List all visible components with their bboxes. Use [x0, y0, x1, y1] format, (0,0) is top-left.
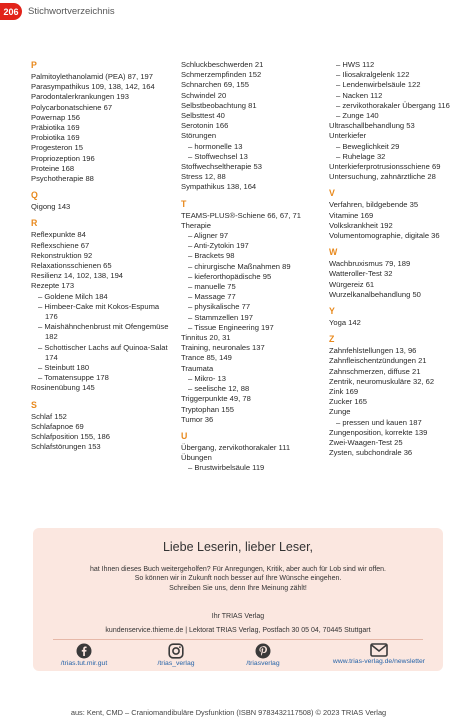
index-subentry: – Massage 77	[188, 292, 236, 302]
index-columns	[31, 60, 457, 473]
index-letter-heading: V	[329, 188, 335, 199]
index-entry: Ultraschallbehandlung 53	[329, 121, 415, 131]
index-column-3	[329, 60, 457, 459]
feedback-line: hat Ihnen dieses Buch weitergeholfen? Für Anregungen, Kritik, aber auch für Lob sind wir offen.	[90, 566, 386, 573]
index-subentry: – Anti-Zytokin 197	[188, 241, 249, 251]
index-entry: Unterkieferprotrusionsschiene 69	[329, 162, 441, 172]
feedback-signature: Ihr TRIAS Verlag	[211, 613, 265, 620]
index-subentry: – Aligner 97	[188, 231, 229, 241]
index-entry: Propriozeption 196	[31, 153, 95, 163]
index-subentry: – Schottischer Lachs auf Quinoa-Salat 174	[38, 342, 168, 362]
index-subentry: – pressen und kauen 187	[336, 417, 422, 427]
index-subentry: – physikalische 77	[188, 302, 251, 312]
index-subentry: – kieferorthopädische 95	[188, 271, 272, 281]
feedback-title: Liebe Leserin, lieber Leser,	[162, 540, 314, 554]
index-entry: Schluckbeschwerden 21	[181, 60, 264, 69]
index-subentry: – seelische 12, 88	[188, 384, 250, 394]
index-entry: Polycarbonatschiene 67	[31, 102, 113, 112]
index-entry: Störungen	[181, 131, 217, 141]
index-entry: Schlafapnoe 69	[31, 421, 84, 431]
index-entry: Yoga 142	[329, 318, 361, 328]
index-column-1	[31, 60, 173, 453]
index-entry: Übungen	[181, 453, 212, 463]
reader-feedback-box	[33, 528, 443, 671]
index-letter-heading: Z	[329, 334, 335, 345]
page-header	[0, 0, 457, 22]
social-instagram[interactable]	[151, 643, 201, 667]
index-subentry: – zervikothorakaler Übergang 116	[336, 100, 450, 110]
index-entry: Schlaf 152	[31, 411, 67, 421]
index-letter-heading: U	[181, 430, 188, 441]
feedback-line: Schreiben Sie uns, denn Ihre Meinung zählt!	[169, 584, 307, 592]
index-subentry: – Mikro- 13	[188, 373, 226, 383]
index-subentry: – Maishähnchenbrust mit Ofengemüse 182	[38, 322, 169, 342]
index-entry: Palmitoylethanolamid (PEA) 87, 197	[31, 72, 153, 81]
index-letter-heading: S	[31, 399, 37, 410]
divider	[53, 639, 423, 640]
index-subentry: – Brackets 98	[188, 251, 235, 261]
social-facebook[interactable]	[49, 643, 119, 667]
index-entry: Parasympathikus 109, 138, 142, 164	[31, 82, 155, 92]
index-entry: Volkskrankheit 192	[329, 220, 393, 230]
index-entry: TEAMS-PLUS®-Schiene 66, 67, 71	[181, 210, 301, 220]
index-column-2	[181, 60, 326, 474]
index-entry: Tumor 36	[181, 414, 214, 424]
index-subentry: – HWS 112	[336, 60, 375, 69]
social-label: /trias_verlag	[157, 660, 195, 667]
index-entry: Stress 12, 88	[181, 172, 226, 182]
index-entry: Würgereiz 61	[329, 279, 375, 289]
index-subentry: – Brustwirbelsäule 119	[188, 463, 265, 473]
index-entry: Zwei-Waagen-Test 25	[329, 438, 403, 448]
index-entry: Tryptophan 155	[181, 404, 234, 414]
index-entry: Zahnfehlstellungen 13, 96	[329, 346, 417, 356]
index-subentry: – hormonelle 13	[188, 141, 243, 151]
index-letter-heading: Q	[31, 190, 38, 201]
index-entry: Traumata	[181, 363, 214, 373]
feedback-line: So können wir in Zukunft noch besser auf Ihre Wünsche eingehen.	[134, 575, 342, 583]
index-entry: Präbiotika 169	[31, 123, 80, 133]
pinterest-icon	[255, 643, 271, 659]
index-letter-heading: R	[31, 218, 38, 229]
index-subentry: – Steinbutt 180	[38, 363, 90, 373]
index-entry: Selbsttest 40	[181, 111, 225, 121]
index-entry: Vitamine 169	[329, 210, 374, 220]
index-subentry: – Tomatensuppe 178	[38, 373, 109, 383]
index-subentry: – Lendenwirbelsäule 122	[336, 80, 421, 90]
index-letter-heading: W	[329, 247, 338, 258]
index-entry: Tinnitus 20, 31	[181, 333, 231, 343]
index-entry: Rekonstruktion 92	[31, 250, 93, 260]
mail-icon	[370, 643, 388, 657]
index-entry: Training, neuronales 137	[181, 343, 265, 353]
index-entry: Watteroller-Test 32	[329, 269, 393, 279]
index-entry: Zunge	[329, 407, 351, 417]
source-footer: aus: Kent, CMD – Craniomandibuläre Dysfunktion (ISBN 9783432117508) © 2023 TRIAS Verlag	[70, 708, 387, 717]
index-letter-heading: Y	[329, 306, 335, 317]
index-entry: Schwindel 20	[181, 90, 227, 100]
index-entry: Psychotherapie 88	[31, 174, 94, 184]
index-entry: Qigong 143	[31, 202, 71, 212]
index-subentry: – Stammzellen 197	[188, 312, 254, 322]
index-entry: Trance 85, 149	[181, 353, 232, 363]
index-entry: Zysten, subchondrale 36	[329, 448, 413, 458]
index-entry: Probiotika 169	[31, 133, 80, 143]
index-subentry: – Iliosakralgelenk 122	[336, 70, 410, 80]
index-entry: Schmerzempfinden 152	[181, 70, 262, 80]
instagram-icon	[168, 643, 184, 659]
index-entry: Selbstbeobachtung 81	[181, 100, 257, 110]
index-entry: Relaxationsschienen 65	[31, 261, 112, 271]
index-entry: Progesteron 15	[31, 143, 83, 153]
social-pinterest[interactable]	[228, 643, 298, 667]
index-entry: Unterkiefer	[329, 131, 367, 141]
index-entry: Übergang, zervikothorakaler 111	[181, 442, 291, 452]
contact-line[interactable]: kundenservice.thieme.de | Lektorat TRIAS Verlag, Postfach 30 05 04, 70445 Stuttgart	[105, 627, 371, 634]
index-subentry: – Nacken 112	[336, 90, 383, 100]
index-entry: Zungenposition, korrekte 139	[329, 427, 428, 437]
index-entry: Rezepte 173	[31, 281, 75, 291]
index-subentry: – Ruhelage 32	[336, 151, 386, 161]
index-entry: Serotonin 166	[181, 121, 229, 131]
index-entry: Schlafposition 155, 186	[31, 432, 110, 442]
index-entry: Proteine 168	[31, 163, 75, 173]
index-letter-heading: P	[31, 60, 37, 70]
index-entry: Zentrik, neuromuskuläre 32, 62	[329, 376, 435, 386]
index-subentry: – Zunge 140	[336, 111, 379, 121]
index-entry: Resilienz 14, 102, 138, 194	[31, 271, 124, 281]
index-entry: Zahnschmerzen, diffuse 21	[329, 366, 421, 376]
index-subentry: – Goldene Milch 184	[38, 291, 108, 301]
index-subentry: – Stoffwechsel 13	[188, 151, 248, 161]
social-label: www.trias-verlag.de/newsletter	[332, 658, 426, 665]
index-subentry: – manuelle 75	[188, 282, 236, 292]
running-title: Stichwortverzeichnis	[28, 6, 115, 17]
index-entry: Rosinenübung 145	[31, 383, 95, 393]
social-newsletter[interactable]	[323, 643, 435, 665]
index-entry: Reflexschiene 67	[31, 240, 90, 250]
index-entry: Reflexpunkte 84	[31, 230, 86, 240]
index-entry: Volumentomographie, digitale 36	[329, 231, 440, 241]
feedback-text	[73, 565, 403, 593]
index-entry: Stoffwechseltherapie 53	[181, 162, 262, 172]
index-subentry: – Tissue Engineering 197	[188, 322, 274, 332]
social-label: /trias.tut.mir.gut	[60, 660, 108, 667]
index-entry: Wurzelkanalbehandlung 50	[329, 289, 421, 299]
index-subentry: – Himbeer-Cake mit Kokos-Espuma 176	[38, 301, 160, 322]
index-entry: Triggerpunkte 49, 78	[181, 394, 251, 404]
index-entry: Zahnfleischentzündungen 21	[329, 356, 427, 366]
index-entry: Wachbruxismus 79, 189	[329, 259, 411, 269]
index-letter-heading: T	[181, 198, 187, 209]
index-entry: Untersuchung, zahnärztliche 28	[329, 172, 436, 182]
index-entry: Therapie	[181, 220, 211, 230]
index-entry: Parodontalerkrankungen 193	[31, 92, 129, 102]
index-entry: Zink 169	[329, 387, 359, 397]
index-subentry: – Beweglichkeit 29	[336, 141, 400, 151]
facebook-icon	[76, 643, 92, 659]
page-number-badge: 206	[0, 3, 22, 20]
index-entry: Schnarchen 69, 155	[181, 80, 249, 90]
index-subentry: – chirurgische Maßnahmen 89	[188, 261, 291, 271]
index-entry: Sympathikus 138, 164	[181, 182, 257, 192]
social-label: /triasverlag	[246, 660, 280, 667]
index-entry: Schlafstörungen 153	[31, 442, 101, 452]
index-entry: Powernap 156	[31, 112, 80, 122]
index-entry: Zucker 165	[329, 397, 367, 407]
index-entry: Verfahren, bildgebende 35	[329, 200, 419, 210]
